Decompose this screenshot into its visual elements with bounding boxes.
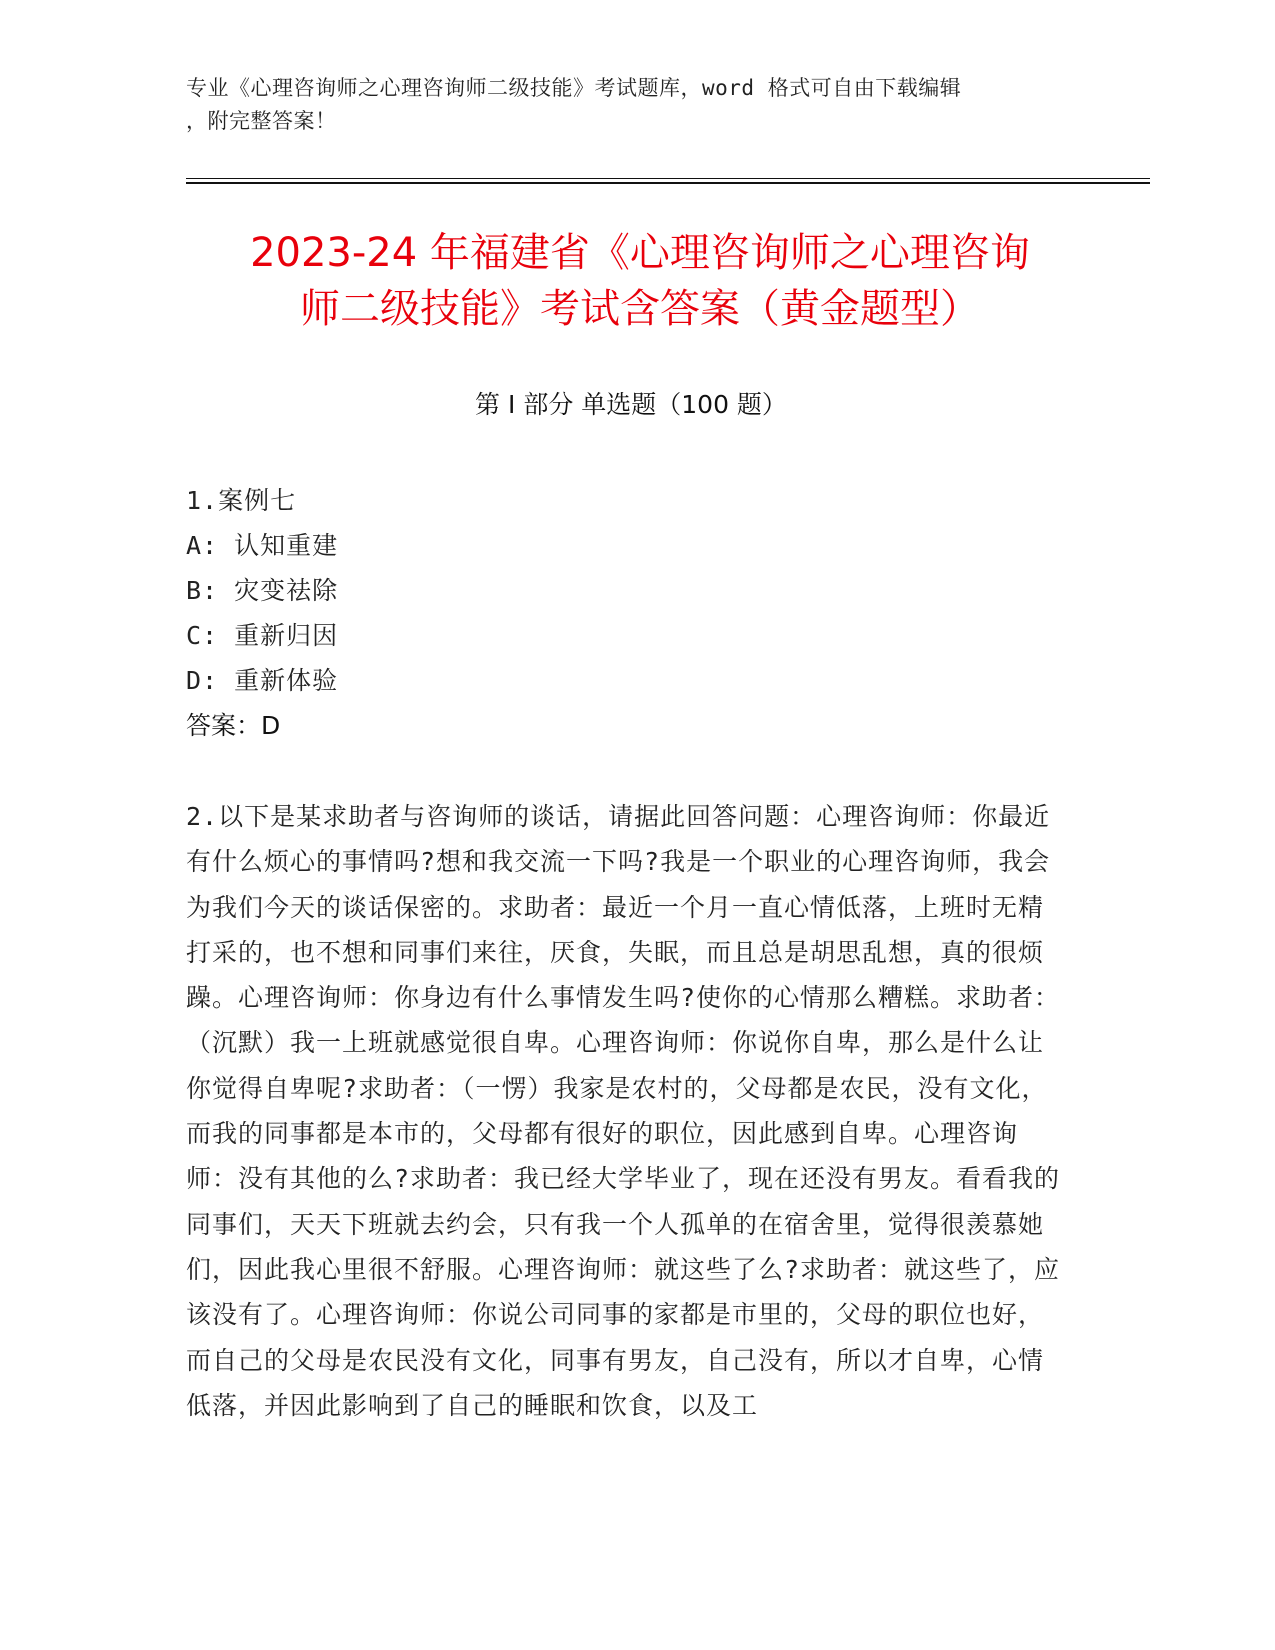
header-note-line1: 专业《心理咨询师之心理咨询师二级技能》考试题库，word 格式可自由下载编辑 xyxy=(186,76,962,100)
header-divider-thin xyxy=(186,178,1150,179)
header-divider-thick xyxy=(186,182,1150,184)
option-d: D: 重新体验 xyxy=(186,666,339,695)
option-a: A: 认知重建 xyxy=(186,531,339,560)
question-2 xyxy=(186,794,1076,1428)
header-note xyxy=(186,72,1076,138)
answer-text: 答案：D xyxy=(186,711,281,740)
section-heading: 第 I 部分 单选题（100 题） xyxy=(475,390,787,419)
header-note-line2: ，附完整答案！ xyxy=(186,109,337,133)
question-stem: 2.以下是某求助者与咨询师的谈话，请据此回答问题：心理咨询师：你最近有什么烦心的事情吗?想和我交流一下吗?我是一个职业的心理咨询师，我会为我们今天的谈话保密的。求助者：最近一个月一直心情低落，上班时无精打采的，也不想和同事们来往，厌食，失眠，而且总是胡思乱想，真的很烦躁。心理咨询师：你身边有什么事情发生吗?使你的心情那么糟糕。求助者：（沉默）我一上班就感觉很自卑。心理咨询师：你说你自卑，那么是什么让你觉得自卑呢?求助者：（一愣）我家是农村的，父母都是农民，没有文化，而我的同事都是本市的，父母都有很好的职位，因此感到自卑。心理咨询师：没有其他的么?求助者：我已经大学毕业了，现在还没有男友。看看我的同事们，天天下班就去约会，只有我一个人孤单的在宿舍里，觉得很羡慕她们，因此我心里很不舒服。心理咨询师：就这些了么?求助者：就这些了，应该没有了。心理咨询师：你说公司同事的家都是市里的，父母的职位也好，而自己的父母是农民没有文化，同事有男友，自己没有，所以才自卑，心情低落，并因此影响到了自己的睡眠和饮食，以及工 xyxy=(186,802,1061,1420)
question-1 xyxy=(186,478,1076,748)
option-b: B: 灾变祛除 xyxy=(186,576,339,605)
question-stem: 1.案例七 xyxy=(186,486,297,515)
option-c: C: 重新归因 xyxy=(186,621,339,650)
title-line1: 2023-24 年福建省《心理咨询师之心理咨询 xyxy=(250,230,1030,276)
title-line2: 师二级技能》考试含答案（黄金题型） xyxy=(300,286,980,332)
document-title xyxy=(190,225,1090,337)
